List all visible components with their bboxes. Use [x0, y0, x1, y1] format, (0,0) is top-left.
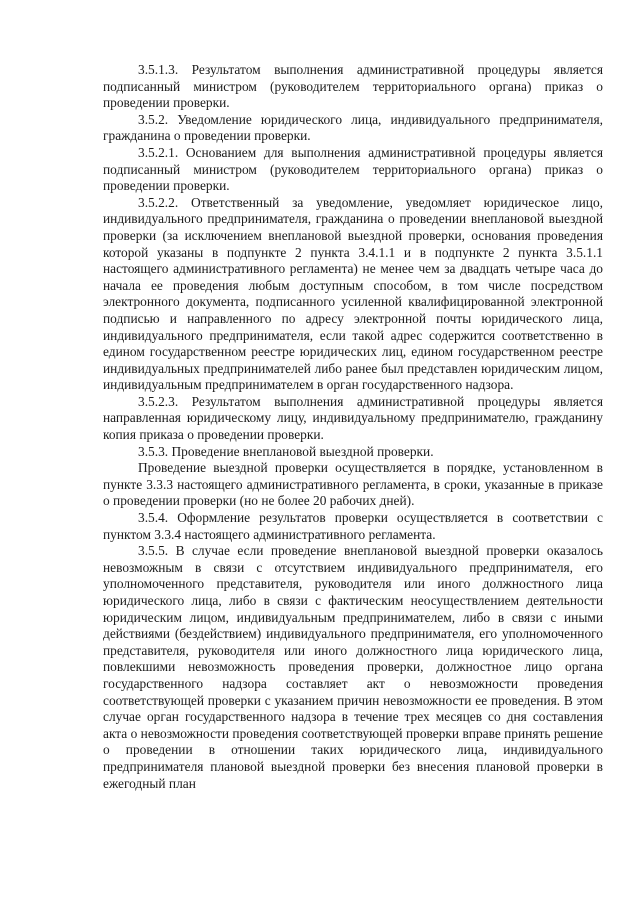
paragraph-3-5-4: 3.5.4. Оформление результатов проверки осуществляется в соответствии с пунктом 3.3.4 настоящего административного регламента.	[103, 510, 603, 542]
paragraph-3-5-5: 3.5.5. В случае если проведение внеплановой выездной проверки оказалось невозможным в связи с отсутствием индивидуального предпринимателя, его уполномоченного представителя, руководителя или иного должностного лица юридического лица, либо в связи с фактическим неосуществлением деятельности юридическим лицом, индивидуальным предпринимателем, либо в связи с иными действиями (бездействием) индивидуального предпринимателя, его уполномоченного представителя, руководителя или иного должностного лица юридического лица, повлекшими невозможность проведения проверки, должностное лицо органа государственного надзора составляет акт о невозможности проведения соответствующей проверки с указанием причин невозможности ее проведения. В этом случае орган государственного надзора в течение трех месяцев со дня составления акта о невозможности проведения соответствующей проверки вправе принять решение о проведении в отношении таких юридического лица, индивидуального предпринимателя плановой выездной проверки без внесения плановой проверки в ежегодный план	[103, 543, 603, 791]
paragraph-3-5-2-3: 3.5.2.3. Результатом выполнения административной процедуры является направленная юридическому лицу, индивидуальному предпринимателю, гражданину копия приказа о проведении проверки.	[103, 393, 603, 443]
paragraph-3-5-3: 3.5.3. Проведение внеплановой выездной проверки.	[138, 443, 434, 459]
paragraph-3-5-3-body: Проведение выездной проверки осуществляется в порядке, установленном в пункте 3.3.3 настоящего административного регламента, в сроки, указанные в приказе о проведении проверки (но не более 20 рабочих дней).	[103, 460, 603, 509]
paragraph-3-5-2: 3.5.2. Уведомление юридического лица, индивидуального предпринимателя, гражданина о проведении проверки.	[103, 111, 603, 144]
paragraph-3-5-2-1: 3.5.2.1. Основанием для выполнения административной процедуры является подписанный министром (руководителем территориального органа) приказ о проведении проверки.	[103, 144, 603, 194]
document-page	[103, 62, 603, 792]
paragraph-3-5-2-2: 3.5.2.2. Ответственный за уведомление, уведомляет юридическое лицо, индивидуального предпринимателя, гражданина о проведении внеплановой выездной проверки (за исключением внеплановой выездной проверки, основания проведения которой указаны в подпункте 2 пункта 3.4.1.1 и в подпункте 2 пункта 3.5.1.1 настоящего административного регламента) не менее чем за двадцать четыре часа до начала ее проведения любым доступным способом, в том числе посредством электронного документа, подписанного усиленной квалифицированной электронной подписью и направленного по адресу электронной почты юридического лица, индивидуального предпринимателя, если такой адрес содержится соответственно в едином государственном реестре юридических лиц, едином государственном реестре индивидуальных предпринимателей либо ранее был представлен юридическим лицом, индивидуальным предпринимателем в орган государственного надзора.	[103, 194, 603, 393]
paragraph-3-5-1-3: 3.5.1.3. Результатом выполнения административной процедуры является подписанный министром (руководителем территориального органа) приказ о проведении проверки.	[103, 62, 603, 111]
